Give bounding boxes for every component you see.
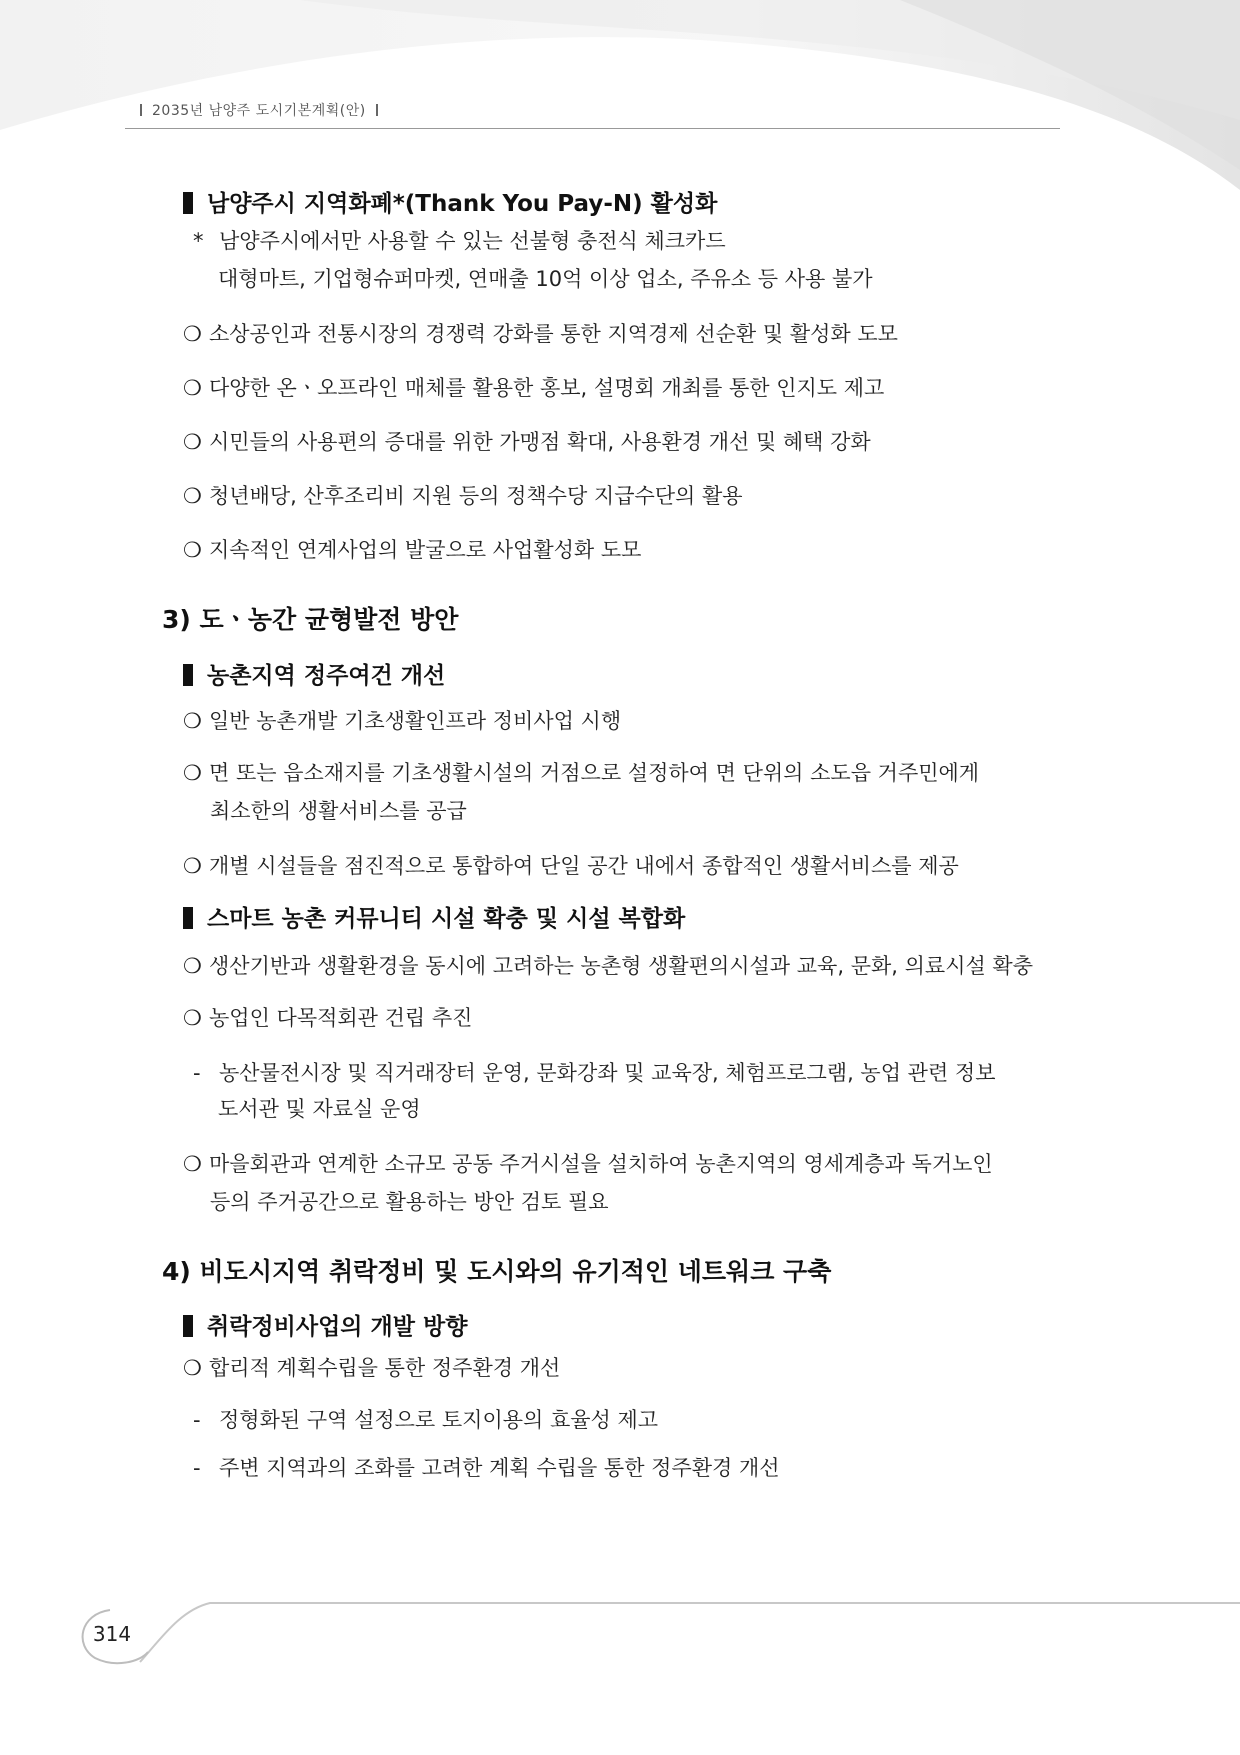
bullet-continued: [210, 795, 467, 825]
circle-bullet-icon: ❍: [183, 1152, 202, 1176]
asterisk-marker: *: [193, 229, 204, 253]
line-text: 남양주시 지역화폐*(Thank You Pay-N) 활성화: [207, 191, 718, 217]
subheading: [183, 1308, 467, 1341]
line-text: 농업인 다목적회관 건립 추진: [209, 1006, 473, 1030]
dash-marker: -: [193, 1408, 201, 1432]
bullet-item: [183, 372, 884, 402]
square-bullet-icon: [183, 192, 193, 214]
bullet-continued: [210, 1186, 609, 1216]
line-text: 청년배당, 산후조리비 지원 등의 정책수당 지급수단의 활용: [209, 484, 743, 508]
bullet-item: [183, 757, 979, 787]
line-text: 농촌지역 정주여건 개선: [207, 663, 446, 689]
bullet-item: [183, 318, 898, 348]
dash-marker: -: [193, 1456, 201, 1480]
line-text: 남양주시에서만 사용할 수 있는 선불형 충전식 체크카드: [219, 229, 726, 253]
line-text: 취락정비사업의 개발 방향: [207, 1314, 468, 1340]
line-text: 일반 농촌개발 기초생활인프라 정비사업 시행: [209, 709, 622, 733]
line-text: 다양한 온ㆍ오프라인 매체를 활용한 홍보, 설명회 개최를 통한 인지도 제고: [209, 376, 885, 400]
bullet-item: [183, 534, 641, 564]
running-header: [130, 100, 1060, 120]
square-bullet-icon: [183, 1315, 193, 1337]
line-text: 농산물전시장 및 직거래장터 운영, 문화강좌 및 교육장, 체험프로그램, 농업 관련 정보: [219, 1061, 996, 1085]
bullet-item: [183, 426, 871, 456]
bullet-item: [183, 1002, 472, 1032]
dash-item: [193, 1404, 658, 1434]
circle-bullet-icon: ❍: [183, 854, 202, 878]
bullet-item: [183, 1148, 993, 1178]
line-text: 지속적인 연계사업의 발굴으로 사업활성화 도모: [209, 538, 642, 562]
line-text: 최소한의 생활서비스를 공급: [210, 799, 467, 823]
circle-bullet-icon: ❍: [183, 709, 202, 733]
footnote-continued: [218, 263, 873, 293]
page-number: 314: [92, 1622, 132, 1646]
circle-bullet-icon: ❍: [183, 376, 202, 400]
line-text: 정형화된 구역 설정으로 토지이용의 효율성 제고: [219, 1408, 659, 1432]
line-text: 생산기반과 생활환경을 동시에 고려하는 농촌형 생활편의시설과 교육, 문화, 의료시설 확충: [209, 954, 1034, 978]
line-text: 마을회관과 연계한 소규모 공동 주거시설을 설치하여 농촌지역의 영세계층과 독거노인: [209, 1152, 993, 1176]
square-bullet-icon: [183, 664, 193, 686]
header-bar-right: [376, 104, 378, 116]
bullet-item: [183, 1352, 560, 1382]
circle-bullet-icon: ❍: [183, 538, 202, 562]
line-text: 개별 시설들을 점진적으로 통합하여 단일 공간 내에서 종합적인 생활서비스를 제공: [209, 854, 959, 878]
line-text: 합리적 계획수립을 통한 정주환경 개선: [209, 1356, 561, 1380]
circle-bullet-icon: ❍: [183, 484, 202, 508]
circle-bullet-icon: ❍: [183, 954, 202, 978]
header-bar-left: [140, 104, 142, 116]
line-text: 등의 주거공간으로 활용하는 방안 검토 필요: [210, 1190, 609, 1214]
subheading: [183, 185, 717, 218]
circle-bullet-icon: ❍: [183, 761, 202, 785]
subheading: [183, 900, 685, 933]
line-text: 도서관 및 자료실 운영: [218, 1097, 421, 1121]
dash-continued: [218, 1093, 421, 1123]
line-text: 4) 비도시지역 취락정비 및 도시와의 유기적인 네트워크 구축: [162, 1257, 832, 1286]
circle-bullet-icon: ❍: [183, 1006, 202, 1030]
line-text: 대형마트, 기업형슈퍼마켓, 연매출 10억 이상 업소, 주유소 등 사용 불가: [218, 267, 873, 291]
section-heading: [162, 600, 458, 636]
line-text: 면 또는 읍소재지를 기초생활시설의 거점으로 설정하여 면 단위의 소도읍 거주민에게: [209, 761, 980, 785]
line-text: 시민들의 사용편의 증대를 위한 가맹점 확대, 사용환경 개선 및 혜택 강화: [209, 430, 871, 454]
bullet-item: [183, 705, 621, 735]
footnote: [193, 225, 726, 255]
bullet-item: [183, 480, 743, 510]
dash-marker: -: [193, 1061, 201, 1085]
header-title: 2035년 남양주 도시기본계획(안): [152, 103, 366, 119]
bullet-item: [183, 950, 1033, 980]
header-rule: [125, 128, 1060, 129]
bullet-item: [183, 850, 959, 880]
dash-item: [193, 1057, 996, 1087]
subheading: [183, 657, 445, 690]
square-bullet-icon: [183, 907, 193, 929]
circle-bullet-icon: ❍: [183, 322, 202, 346]
header-decoration: [0, 0, 1240, 190]
line-text: 스마트 농촌 커뮤니티 시설 확충 및 시설 복합화: [207, 906, 686, 932]
circle-bullet-icon: ❍: [183, 1356, 202, 1380]
footer-decoration: [70, 1600, 1240, 1670]
dash-item: [193, 1452, 780, 1482]
section-heading: [162, 1252, 831, 1288]
line-text: 3) 도ㆍ농간 균형발전 방안: [162, 605, 459, 634]
circle-bullet-icon: ❍: [183, 430, 202, 454]
line-text: 소상공인과 전통시장의 경쟁력 강화를 통한 지역경제 선순환 및 활성화 도모: [209, 322, 898, 346]
line-text: 주변 지역과의 조화를 고려한 계획 수립을 통한 정주환경 개선: [219, 1456, 780, 1480]
